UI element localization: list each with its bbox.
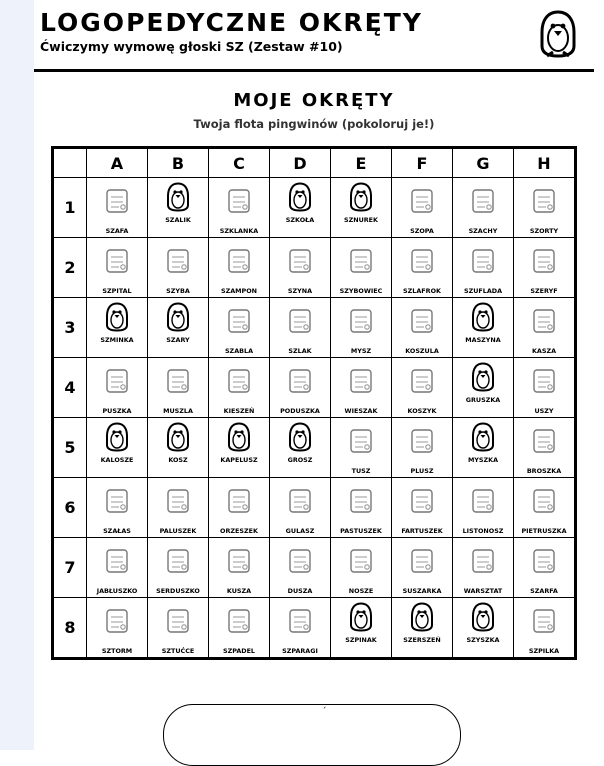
penguin-icon [105, 302, 129, 332]
penguin-icon [349, 602, 373, 632]
cell-word-label: MYSZKA [467, 456, 499, 464]
heart-icon [163, 545, 193, 577]
penguin-icon [471, 422, 495, 452]
grid-cell[interactable] [209, 538, 270, 598]
stretcher-icon [346, 545, 376, 577]
cell-word-label: SZERYF [530, 287, 558, 295]
penguin-icon [471, 362, 495, 392]
row-header-8: 8 [53, 598, 87, 659]
cell-word-label: SERDUSZKO [156, 587, 200, 595]
cell-word-label: TUSZ [351, 467, 371, 475]
grid-cell[interactable] [209, 598, 270, 659]
cell-word-label: PLUSZ [410, 467, 434, 475]
asparagus-icon [285, 605, 315, 637]
workbench-icon [468, 545, 498, 577]
ghost-icon [285, 545, 315, 577]
penguin-icon [471, 602, 495, 632]
penguin-icon [105, 422, 129, 452]
cell-word-label: SUSZARKA [402, 587, 442, 595]
page-subtitle: Ćwiczymy wymowę głoski SZ (Zestaw #10) [40, 39, 343, 54]
bread-icon [163, 485, 193, 517]
sash-icon [529, 545, 559, 577]
cell-word-label: SZARY [166, 336, 190, 344]
grid-cell[interactable] [453, 298, 514, 358]
cell-word-label: SZOPA [410, 227, 434, 235]
column-header-f: F [392, 148, 453, 178]
cell-word-label: KOSZYK [407, 407, 437, 415]
grid-cell[interactable] [331, 238, 392, 298]
chess-icon [468, 185, 498, 217]
grid-row [53, 298, 576, 358]
grid-cell[interactable] [453, 238, 514, 298]
cell-word-label: SZPINAK [345, 636, 377, 644]
grid-row [53, 178, 576, 238]
grid-cell[interactable] [331, 358, 392, 418]
grid-cell[interactable] [87, 178, 148, 238]
cell-word-label: DUSZA [287, 587, 313, 595]
row-header-4: 4 [53, 358, 87, 418]
cell-word-label: SZAMPON [220, 287, 257, 295]
grid-cell[interactable] [87, 238, 148, 298]
robe-icon [407, 245, 437, 277]
grid-cell[interactable] [148, 418, 209, 478]
cell-word-label: KAPELUSZ [220, 456, 258, 464]
grid-cell[interactable] [270, 598, 331, 659]
mouse-icon [346, 305, 376, 337]
cell-word-label: SZUFLADA [463, 287, 503, 295]
cell-word-label: SZKOŁA [285, 216, 315, 224]
grid-cell[interactable] [209, 358, 270, 418]
cell-word-label: SZTUĆCE [161, 647, 195, 655]
cell-word-label: GRUSZKA [465, 396, 501, 404]
row-header-5: 5 [53, 418, 87, 478]
glider-icon [346, 245, 376, 277]
teddy-icon [407, 425, 437, 457]
grid-cell[interactable] [453, 598, 514, 659]
grid-row [53, 478, 576, 538]
grid-row [53, 238, 576, 298]
hanger-icon [346, 365, 376, 397]
penguin-drawing-icon [224, 485, 254, 517]
shepherd-icon [346, 485, 376, 517]
column-header-a: A [87, 148, 148, 178]
shed-icon [407, 185, 437, 217]
cell-word-label: KASZA [531, 347, 557, 355]
cell-word-label: PODUSZKA [280, 407, 320, 415]
star-badge-icon [529, 245, 559, 277]
hospital-icon [102, 245, 132, 277]
penguin-icon [471, 302, 495, 332]
grid-cell[interactable] [453, 478, 514, 538]
cell-word-label: SZNUREK [343, 216, 378, 224]
penguin-icon [349, 182, 373, 212]
grid-cell[interactable] [392, 418, 453, 478]
cell-word-label: SZERSZEŃ [403, 636, 441, 644]
cell-word-label: SZARFA [530, 587, 558, 595]
grid-cell[interactable] [392, 298, 453, 358]
cut-off-mark: ´ [322, 707, 327, 717]
column-header-b: B [148, 148, 209, 178]
cell-word-label: KALOSZE [100, 456, 134, 464]
cell-word-label: GULASZ [285, 527, 315, 535]
cell-word-label: SZACHY [468, 227, 498, 235]
header-divider [34, 69, 594, 72]
grid-row [53, 538, 576, 598]
cell-word-label: SZLAFROK [403, 287, 441, 295]
grid-cell[interactable] [453, 178, 514, 238]
cell-word-label: LISTONOSZ [462, 527, 504, 535]
grid-header-row [53, 148, 576, 178]
grid-cell[interactable] [148, 598, 209, 659]
cell-word-label: SZPADEL [222, 647, 256, 655]
grid-cell[interactable] [392, 538, 453, 598]
grid-cell[interactable] [270, 478, 331, 538]
cell-word-label: KIESZEŃ [223, 407, 255, 415]
grid-row [53, 358, 576, 418]
penguin-icon [166, 422, 190, 452]
grid-cell[interactable] [87, 598, 148, 659]
cell-word-label: MYSZ [350, 347, 372, 355]
grid-cell[interactable] [514, 478, 576, 538]
row-header-2: 2 [53, 238, 87, 298]
apple-icon [102, 545, 132, 577]
page-title: LOGOPEDYCZNE OKRĘTY [40, 8, 423, 37]
grid-cell[interactable] [331, 598, 392, 659]
cell-word-label: MASZYNA [465, 336, 501, 344]
shell-icon [163, 365, 193, 397]
penguin-icon [227, 422, 251, 452]
cell-word-label: SZYBA [166, 287, 190, 295]
grid-cell[interactable] [209, 178, 270, 238]
stew-icon [285, 485, 315, 517]
grid-cell[interactable] [270, 418, 331, 478]
wardrobe-icon [102, 185, 132, 217]
penguin-icon [538, 10, 578, 58]
signpost-icon [285, 305, 315, 337]
bowl-icon [529, 305, 559, 337]
grid-cell[interactable] [87, 418, 148, 478]
grid-cell[interactable] [209, 418, 270, 478]
column-header-h: H [514, 148, 576, 178]
grid-cell[interactable] [148, 178, 209, 238]
grid-cell[interactable] [87, 538, 148, 598]
grid-cell[interactable] [392, 478, 453, 538]
hairdryer-icon [407, 545, 437, 577]
cell-word-label: SZYSZKA [466, 636, 500, 644]
cell-word-label: PASTUSZEK [340, 527, 382, 535]
cell-word-label: SZPILKA [528, 647, 560, 655]
penguin-icon [288, 422, 312, 452]
battleship-grid [51, 146, 577, 660]
cell-word-label: GROSZ [287, 456, 313, 464]
grid-cell[interactable] [148, 478, 209, 538]
shirt-icon [407, 305, 437, 337]
grid-row [53, 598, 576, 659]
cell-word-label: PUSZKA [102, 407, 132, 415]
grid-cell[interactable] [392, 178, 453, 238]
grid-cell[interactable] [453, 418, 514, 478]
grid-cell[interactable] [392, 598, 453, 659]
grid-cell[interactable] [392, 238, 453, 298]
cell-word-label: SZTORM [101, 647, 133, 655]
drawer-icon [468, 245, 498, 277]
cell-word-label: JABŁUSZKO [96, 587, 138, 595]
grid-cell[interactable] [392, 358, 453, 418]
cell-word-label: SZKLANKA [219, 227, 259, 235]
cell-word-label: SZAŁAS [103, 527, 131, 535]
worksheet [34, 0, 604, 750]
cell-word-label: SZYBOWIEC [339, 287, 383, 295]
cell-word-label: SZYNA [287, 287, 313, 295]
cell-word-label: SZMINKA [100, 336, 134, 344]
grid-corner [53, 148, 87, 178]
grid-row [53, 418, 576, 478]
grid-cell[interactable] [209, 478, 270, 538]
grid-cell[interactable] [514, 298, 576, 358]
cell-word-label: SZABLA [224, 347, 254, 355]
row-header-7: 7 [53, 538, 87, 598]
cell-word-label: ORZESZEK [220, 527, 258, 535]
can-icon [102, 365, 132, 397]
grid-cell[interactable] [270, 358, 331, 418]
grid-cell[interactable] [453, 358, 514, 418]
grid-cell[interactable] [453, 538, 514, 598]
grid-cell[interactable] [209, 298, 270, 358]
grid-cell[interactable] [514, 538, 576, 598]
penguin-icon [410, 602, 434, 632]
ears-icon [529, 365, 559, 397]
ink-icon [346, 425, 376, 457]
cell-word-label: NOSZE [348, 587, 374, 595]
cell-word-label: KOSZ [168, 456, 188, 464]
cell-word-label: KUSZA [226, 587, 252, 595]
cell-word-label: USZY [534, 407, 554, 415]
cell-word-label: SZORTY [529, 227, 559, 235]
grid-cell[interactable] [148, 298, 209, 358]
grid-cell[interactable] [270, 298, 331, 358]
grid-cell[interactable] [270, 538, 331, 598]
pin-icon [529, 605, 559, 637]
column-header-g: G [453, 148, 514, 178]
mailbag-icon [468, 485, 498, 517]
brooch-icon [529, 425, 559, 457]
cell-word-label: FARTUSZEK [401, 527, 443, 535]
basket-icon [407, 365, 437, 397]
grid-cell[interactable] [514, 178, 576, 238]
grid-cell[interactable] [270, 178, 331, 238]
grid-cell[interactable] [331, 298, 392, 358]
cell-word-label: SZALIK [165, 216, 191, 224]
cutlery-icon [163, 605, 193, 637]
grid-cell[interactable] [331, 178, 392, 238]
cell-word-label: BROSZKA [526, 467, 562, 475]
grid-cell[interactable] [270, 238, 331, 298]
grid-cell[interactable] [331, 478, 392, 538]
grid-cell[interactable] [331, 538, 392, 598]
grid-cell[interactable] [514, 358, 576, 418]
cell-word-label: SZLAK [288, 347, 312, 355]
pillow-icon [285, 365, 315, 397]
shovel-icon [224, 605, 254, 637]
grid-cell[interactable] [209, 238, 270, 298]
cell-word-label: PALUSZEK [159, 527, 197, 535]
apron-icon [407, 485, 437, 517]
grid-cell[interactable] [148, 238, 209, 298]
grid-cell[interactable] [87, 358, 148, 418]
column-header-c: C [209, 148, 270, 178]
parsley-icon [529, 485, 559, 517]
shorts-icon [529, 185, 559, 217]
storm-icon [102, 605, 132, 637]
glass-icon [224, 185, 254, 217]
section-subtitle: Twoja flota pingwinów (pokoloruj je!) [193, 117, 435, 131]
sabre-icon [224, 305, 254, 337]
cell-word-label: WARSZTAT [463, 587, 503, 595]
grid-cell[interactable] [148, 538, 209, 598]
column-header-d: D [270, 148, 331, 178]
cell-word-label: SZAFA [105, 227, 129, 235]
row-header-3: 3 [53, 298, 87, 358]
cell-word-label: KOSZULA [405, 347, 439, 355]
grid-cell[interactable] [331, 418, 392, 478]
cell-word-label: WIESZAK [344, 407, 378, 415]
cell-word-label: SZPITAL [102, 287, 132, 295]
grid-cell[interactable] [87, 478, 148, 538]
penguin-icon [288, 182, 312, 212]
pocket-icon [224, 365, 254, 397]
column-header-e: E [331, 148, 392, 178]
crossbow-icon [224, 545, 254, 577]
left-margin-strip [0, 0, 34, 750]
bottle-icon [224, 245, 254, 277]
hut-icon [102, 485, 132, 517]
grid-cell[interactable] [148, 358, 209, 418]
grid-cell[interactable] [87, 298, 148, 358]
grid-body [53, 178, 576, 659]
cell-word-label: MUSZLA [163, 407, 193, 415]
grid-cell[interactable] [514, 418, 576, 478]
cell-word-label: SZPARAGI [282, 647, 318, 655]
row-header-6: 6 [53, 478, 87, 538]
section-title: MOJE OKRĘTY [233, 90, 395, 111]
cell-word-label: PIETRUSZKA [521, 527, 567, 535]
rails-icon [285, 245, 315, 277]
row-header-1: 1 [53, 178, 87, 238]
window-icon [163, 245, 193, 277]
bottom-frame [163, 704, 461, 766]
penguin-icon [166, 182, 190, 212]
grid-cell[interactable] [514, 598, 576, 659]
grid-cell[interactable] [514, 238, 576, 298]
penguin-icon [166, 302, 190, 332]
